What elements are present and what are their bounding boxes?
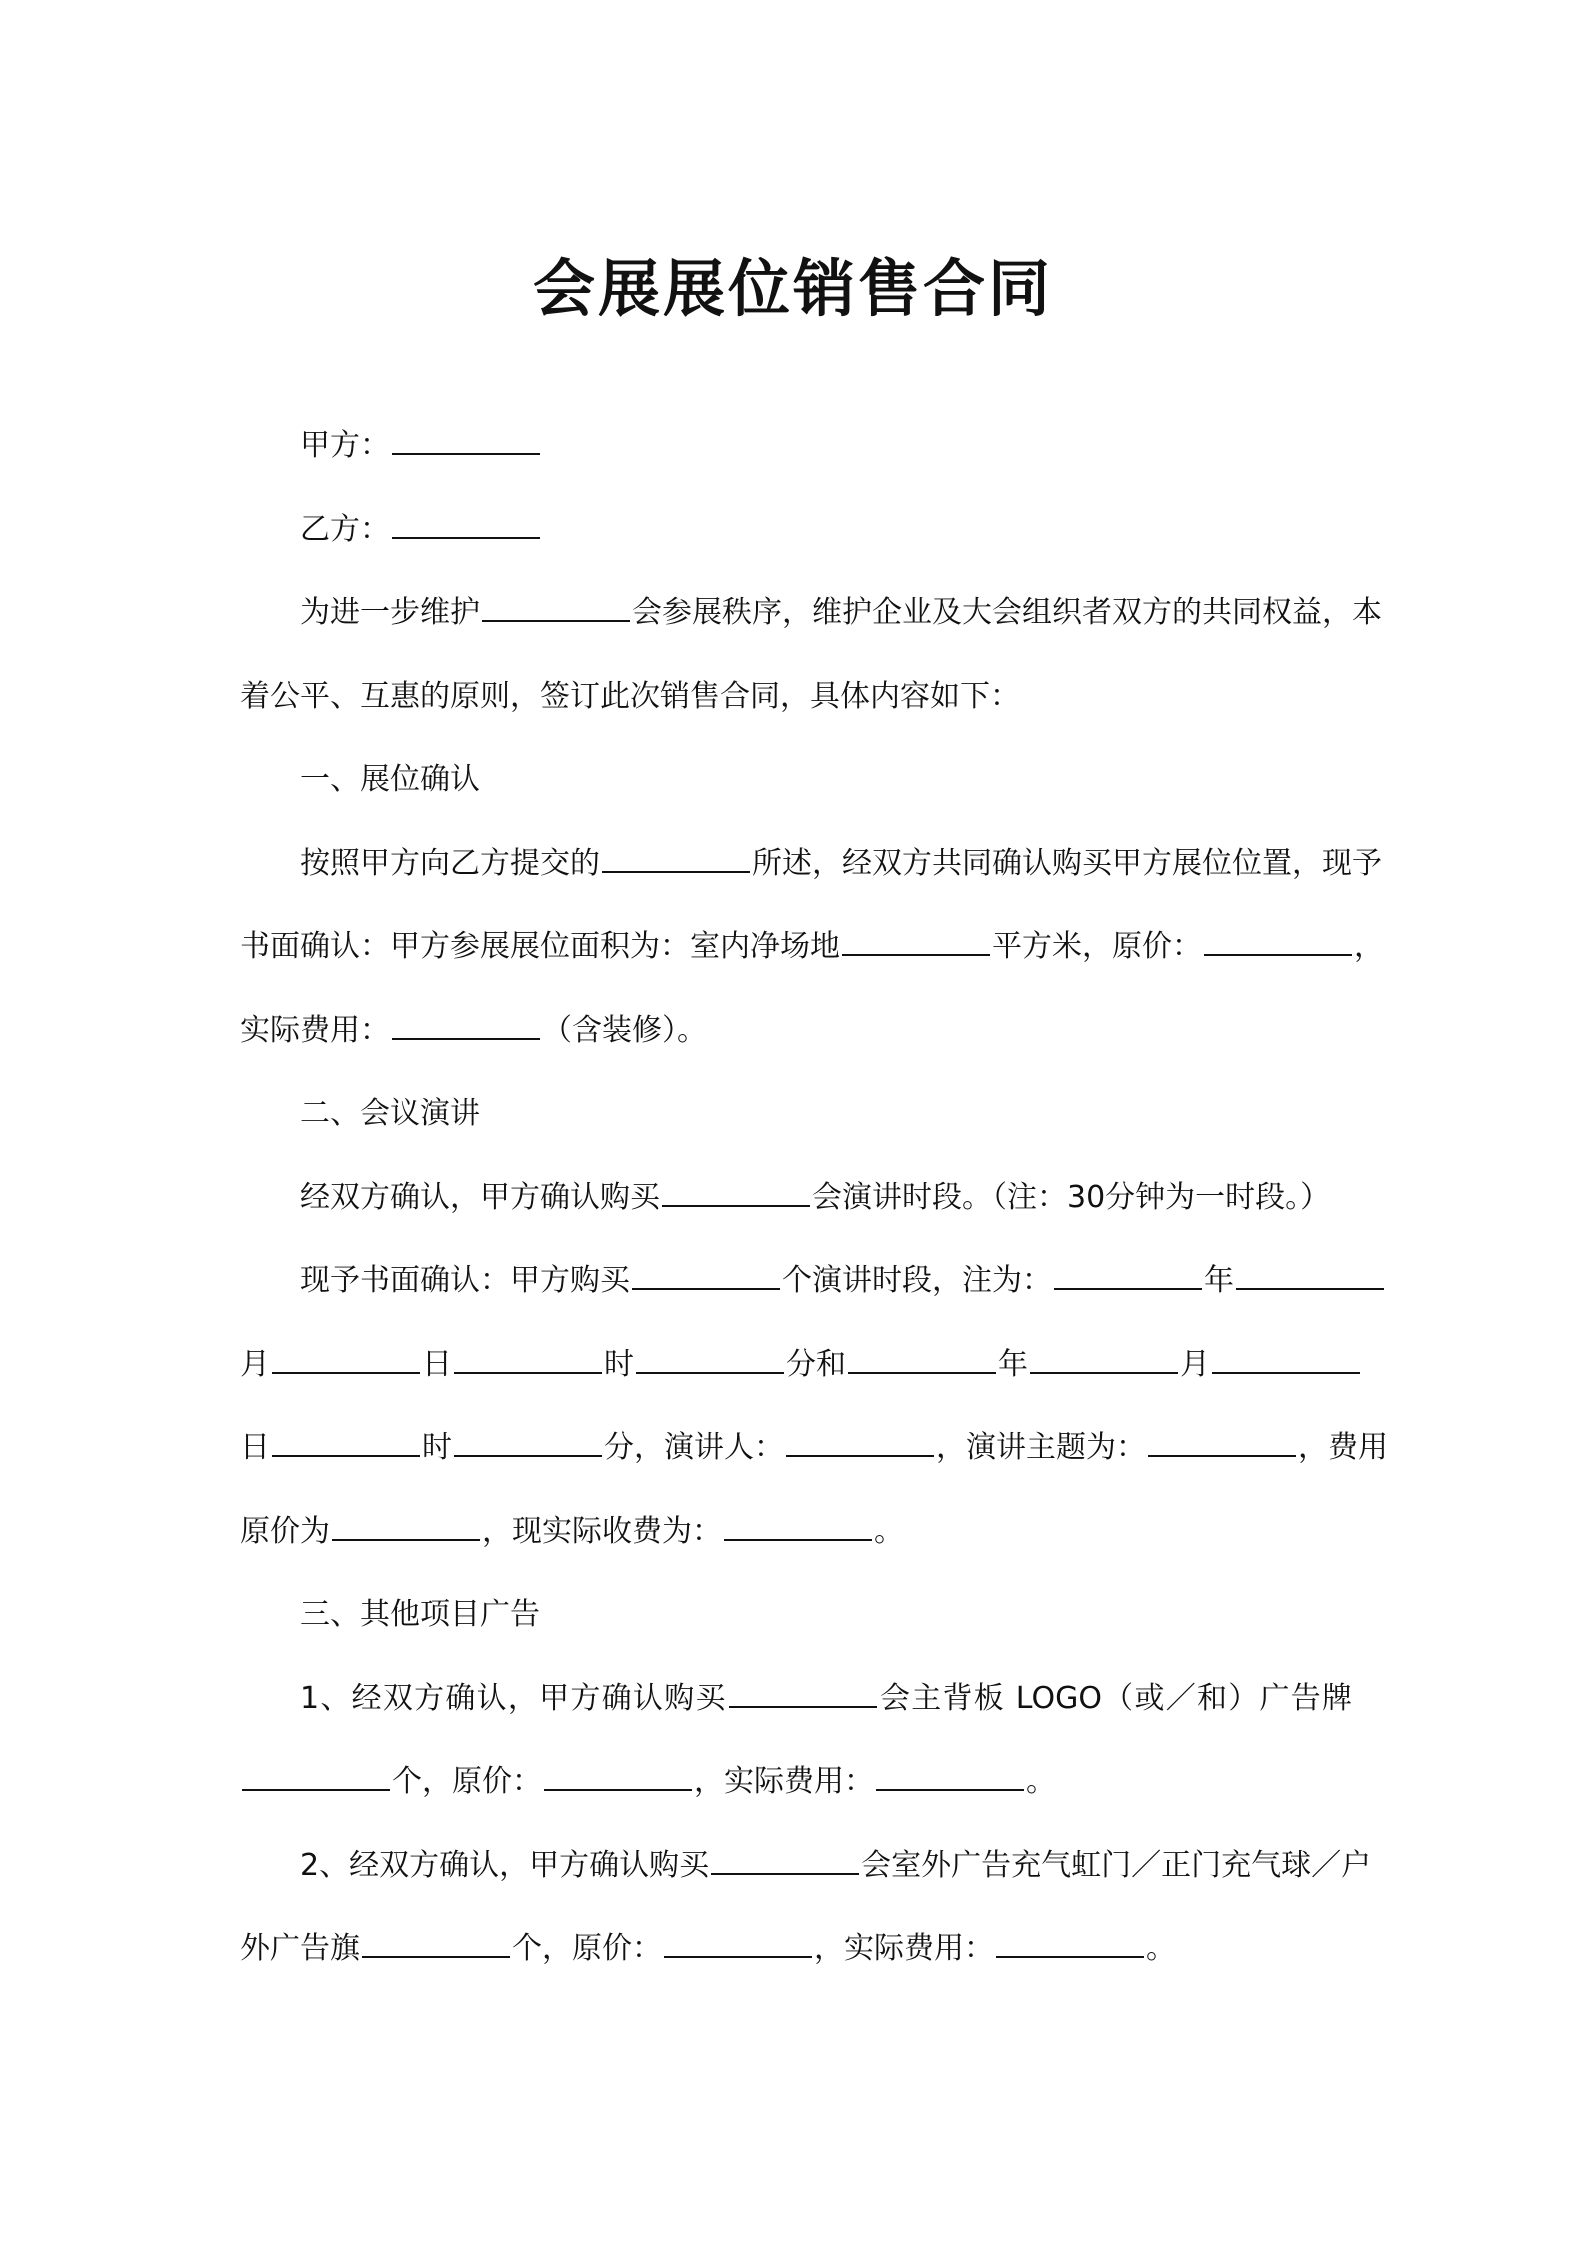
- fill-in-blank: [392, 449, 540, 455]
- text-segment: 原价为: [240, 1514, 330, 1549]
- text-segment: 平方米，原价：: [992, 929, 1202, 964]
- text-segment: 。: [1146, 1931, 1176, 1966]
- text-segment: 现予书面确认：甲方购买: [300, 1263, 630, 1298]
- fill-in-blank: [1236, 1284, 1384, 1290]
- fill-in-blank: [729, 1702, 877, 1708]
- text-segment: 会参展秩序，维护企业及大会组织者双方的共同权益，本: [632, 595, 1382, 630]
- text-line: [240, 925, 1384, 969]
- fill-in-blank: [454, 1451, 602, 1457]
- fill-in-blank: [876, 1785, 1024, 1791]
- fill-in-blank: [362, 1952, 510, 1958]
- text-segment: （含装修）。: [542, 1013, 707, 1048]
- text-line: [240, 1760, 1352, 1804]
- fill-in-blank: [1212, 1368, 1360, 1374]
- text-line: [240, 1176, 1352, 1220]
- fill-in-blank: [1030, 1368, 1178, 1374]
- text-segment: ，实际费用：: [694, 1764, 874, 1799]
- text-segment: 分和: [786, 1347, 846, 1382]
- fill-in-blank: [636, 1368, 784, 1374]
- text-segment: ，: [1354, 929, 1384, 964]
- text-line: [240, 1426, 1388, 1470]
- fill-in-blank: [664, 1952, 812, 1958]
- fill-in-blank: [332, 1535, 480, 1541]
- text-line: [240, 508, 1352, 552]
- fill-in-blank: [711, 1869, 859, 1875]
- text-line: [240, 758, 1352, 802]
- text-segment: 时: [604, 1347, 634, 1382]
- text-segment: 甲方：: [300, 428, 390, 463]
- fill-in-blank: [1054, 1284, 1202, 1290]
- fill-in-blank: [786, 1451, 934, 1457]
- text-segment: 会主背板 LOGO（或／和）广告牌: [878, 1681, 1352, 1716]
- text-segment: 为进一步维护: [300, 595, 480, 630]
- fill-in-blank: [272, 1451, 420, 1457]
- text-segment: 会室外广告充气虹门／正门充气球／户: [861, 1848, 1372, 1883]
- text-line: [240, 1343, 1352, 1387]
- text-segment: 1、经双方确认，甲方确认购买: [300, 1681, 727, 1716]
- text-segment: ，费用: [1298, 1430, 1388, 1465]
- text-segment: 乙方：: [300, 512, 390, 547]
- text-line: [240, 1593, 1352, 1637]
- text-segment: ，实际费用：: [814, 1931, 994, 1966]
- text-segment: 按照甲方向乙方提交的: [300, 846, 600, 881]
- text-segment: 月: [240, 1347, 270, 1382]
- fill-in-blank: [392, 1034, 540, 1040]
- fill-in-blank: [272, 1368, 420, 1374]
- text-segment: 会演讲时段。（注：30分钟为一时段。）: [812, 1180, 1331, 1215]
- fill-in-blank: [996, 1952, 1144, 1958]
- text-segment: 年: [1204, 1263, 1234, 1298]
- text-line: [240, 1009, 1352, 1053]
- text-line: [240, 1677, 1352, 1721]
- text-segment: 着公平、互惠的原则，签订此次销售合同，具体内容如下：: [240, 679, 1020, 714]
- fill-in-blank: [842, 950, 990, 956]
- text-segment: 月: [1180, 1347, 1210, 1382]
- text-segment: 日: [240, 1430, 270, 1465]
- text-line: [240, 591, 1382, 635]
- document-title: 会展展位销售合同: [532, 252, 1053, 325]
- text-segment: ，演讲主题为：: [936, 1430, 1146, 1465]
- text-segment: ，现实际收费为：: [482, 1514, 722, 1549]
- text-segment: 分，演讲人：: [604, 1430, 784, 1465]
- text-line: [240, 1844, 1372, 1888]
- text-line: [240, 1510, 1352, 1554]
- text-segment: 经双方确认，甲方确认购买: [300, 1180, 660, 1215]
- text-segment: 外广告旗: [240, 1931, 360, 1966]
- text-segment: 时: [422, 1430, 452, 1465]
- text-segment: 个演讲时段，注为：: [782, 1263, 1052, 1298]
- fill-in-blank: [848, 1368, 996, 1374]
- text-line: [240, 675, 1352, 719]
- text-segment: 一、展位确认: [300, 762, 480, 797]
- fill-in-blank: [632, 1284, 780, 1290]
- fill-in-blank: [602, 867, 750, 873]
- text-segment: 所述，经双方共同确认购买甲方展位位置，现予: [752, 846, 1382, 881]
- fill-in-blank: [242, 1785, 390, 1791]
- text-segment: 个，原价：: [392, 1764, 542, 1799]
- fill-in-blank: [662, 1201, 810, 1207]
- text-segment: 年: [998, 1347, 1028, 1382]
- text-line: [240, 1927, 1352, 1971]
- text-segment: 书面确认：甲方参展展位面积为：室内净场地: [240, 929, 840, 964]
- text-line: [240, 1259, 1352, 1303]
- text-segment: 三、其他项目广告: [300, 1597, 540, 1632]
- text-segment: 。: [874, 1514, 904, 1549]
- fill-in-blank: [454, 1368, 602, 1374]
- text-line: [240, 424, 1352, 468]
- fill-in-blank: [392, 533, 540, 539]
- fill-in-blank: [724, 1535, 872, 1541]
- text-line: [240, 1092, 1352, 1136]
- text-line: [240, 842, 1382, 886]
- text-segment: 个，原价：: [512, 1931, 662, 1966]
- fill-in-blank: [544, 1785, 692, 1791]
- text-segment: 二、会议演讲: [300, 1096, 480, 1131]
- text-segment: 2、经双方确认，甲方确认购买: [300, 1848, 710, 1883]
- fill-in-blank: [1204, 950, 1352, 956]
- text-segment: 。: [1026, 1764, 1056, 1799]
- text-segment: 实际费用：: [240, 1013, 390, 1048]
- fill-in-blank: [1148, 1451, 1296, 1457]
- fill-in-blank: [482, 616, 630, 622]
- text-segment: 日: [422, 1347, 452, 1382]
